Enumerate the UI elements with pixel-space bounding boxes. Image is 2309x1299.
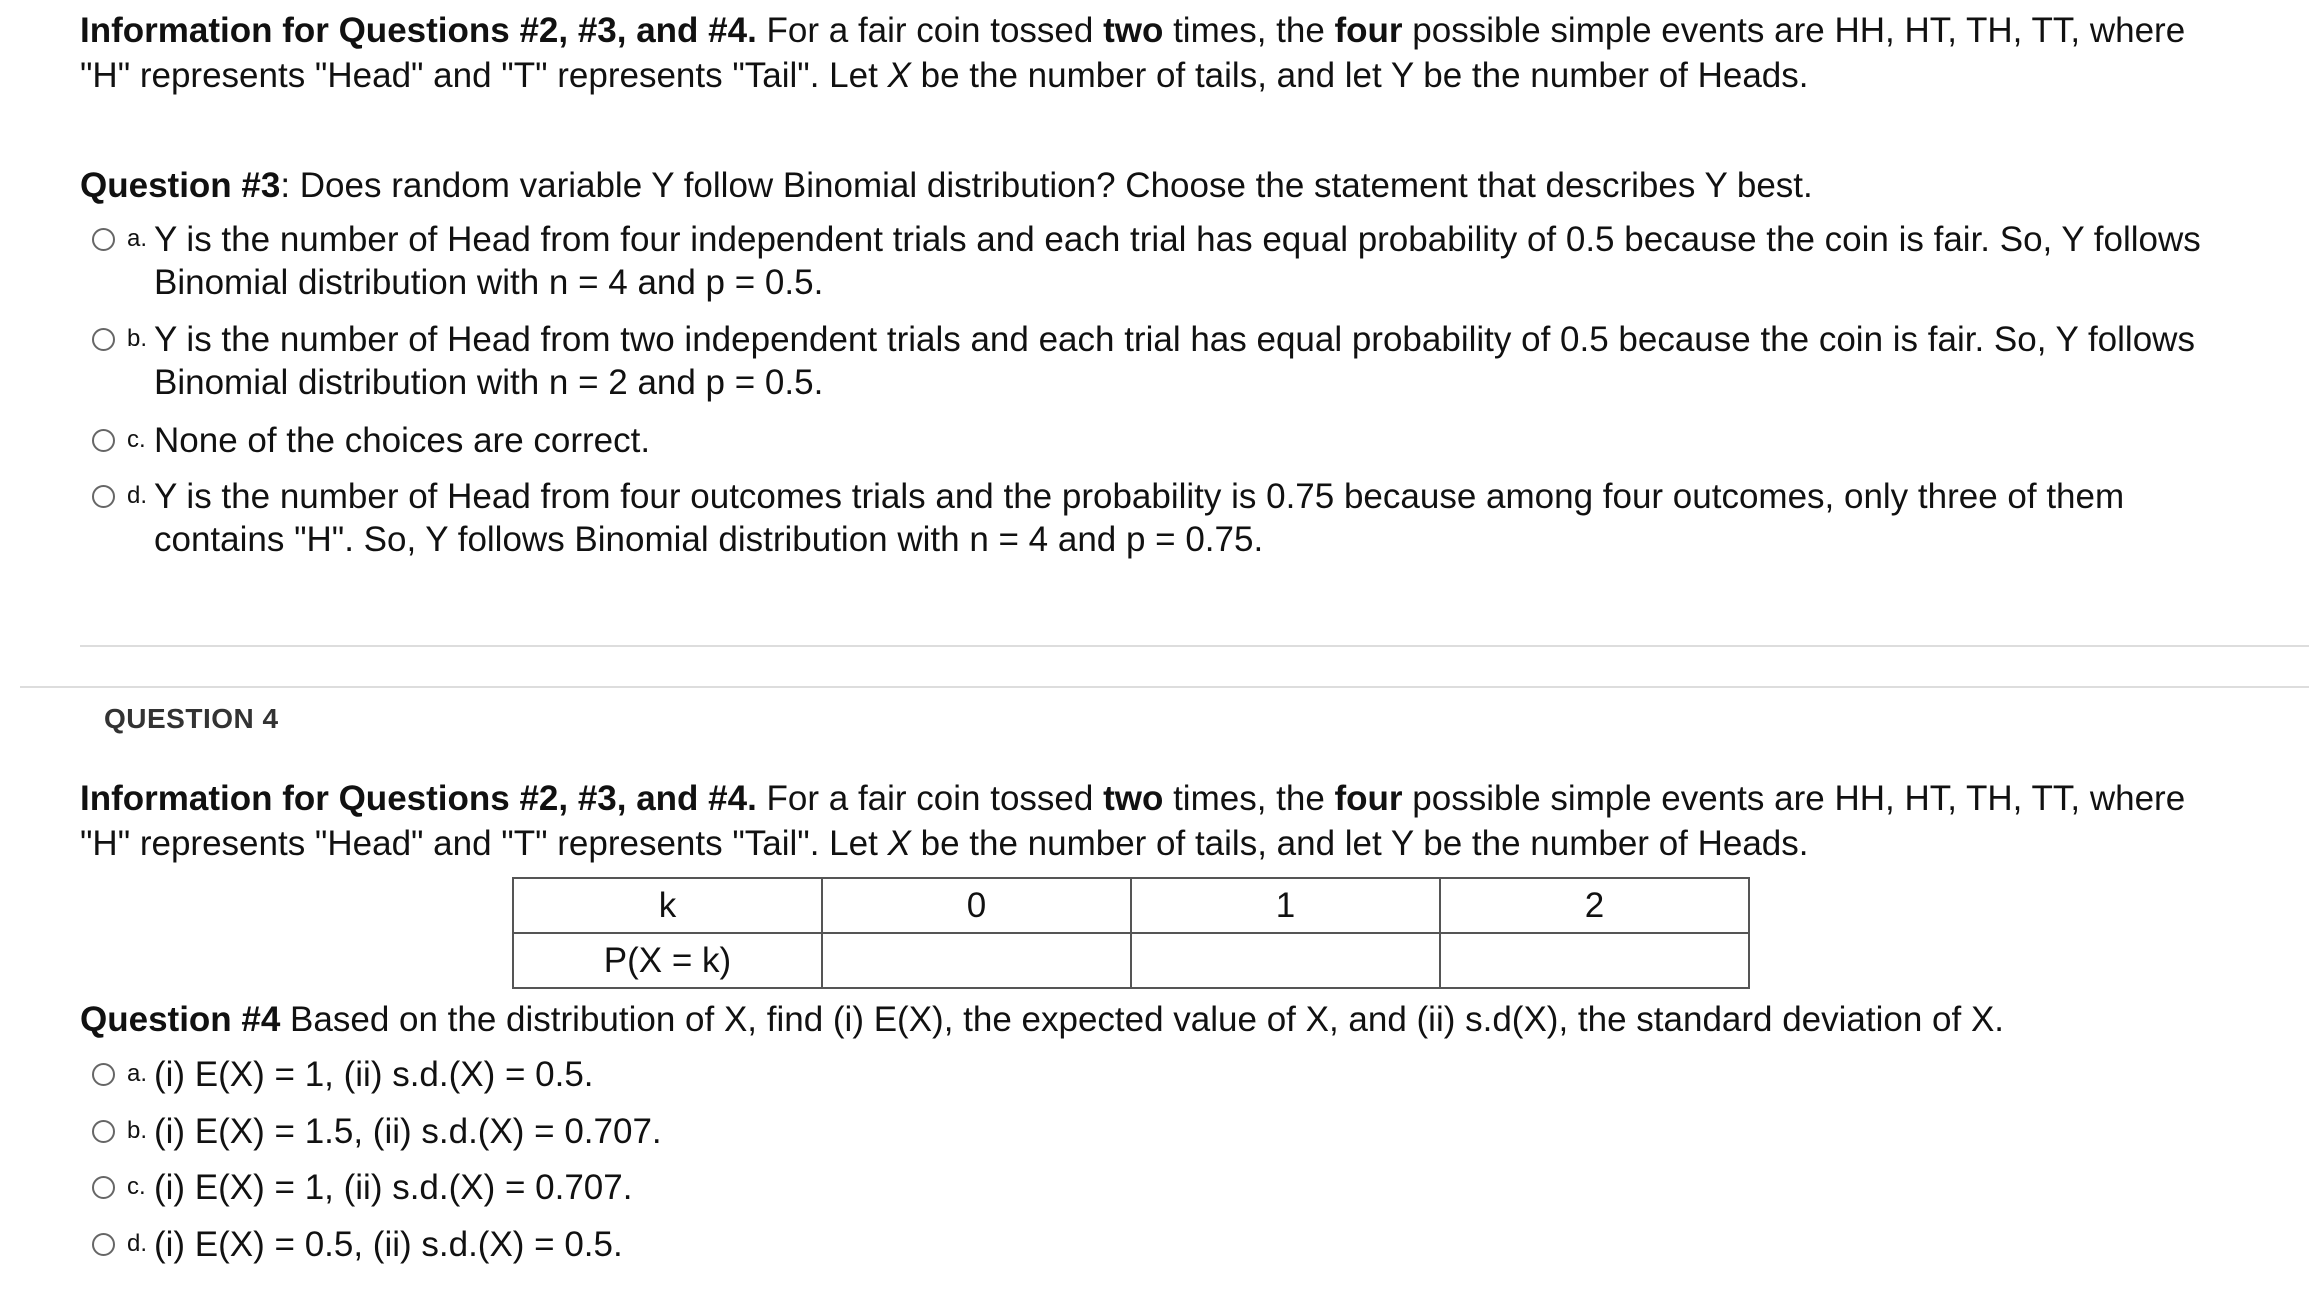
q4-info-var-x: X [887,824,911,863]
q3-option-b-radio[interactable] [92,328,115,351]
table-cell: P(X = k) [513,933,822,988]
q4-option-c[interactable] [90,1166,2230,1211]
info-var-x: X [887,56,911,95]
q3-option-a[interactable] [90,218,2230,308]
q4-option-d-text: (i) E(X) = 0.5, (ii) s.d.(X) = 0.5. [154,1225,623,1264]
q4-option-d-letter: d. [127,1230,148,1257]
q4-option-b-radio[interactable] [92,1120,115,1143]
q3-option-a-letter: a. [127,225,148,252]
q3-option-a-text: Y is the number of Head from four independent trials and each trial has equal probability of 0.5 because the coin is fair. So, Y follows Binomial distribution with n = 4 and p = 0.5. [154,220,2201,302]
q4-option-c-text: (i) E(X) = 1, (ii) s.d.(X) = 0.707. [154,1168,633,1207]
q4-info-text-3: possible simple events are HH, HT, TH, TT, where "H" represents "Head" and "T" represents "Tail". Let [80,779,2186,863]
table-cell: k [513,878,822,933]
info-text-1: For a fair coin tossed [756,11,1104,50]
q3-option-c-text: None of the choices are correct. [154,421,651,460]
info-bold-four: four [1334,11,1403,50]
q3-option-b[interactable] [90,318,2230,408]
table-cell [1131,933,1440,988]
question-end-divider [80,645,2309,647]
q3-label: Question #3 [80,166,281,205]
table-row-k [513,878,1749,933]
q4-option-b[interactable] [90,1110,2230,1155]
table-cell [1440,933,1749,988]
q4-prompt [80,997,2260,1042]
q4-info-text-2: times, the [1163,779,1335,818]
table-cell [822,933,1131,988]
q4-prompt-text: Based on the distribution of X, find (i) E(X), the expected value of X, and (ii) s.d(X), the standard deviation of X. [280,1000,2005,1039]
q4-option-c-radio[interactable] [92,1176,115,1199]
question-separator [20,686,2309,688]
table-cell: 1 [1131,878,1440,933]
info-text-4: be the number of tails, and let Y be the number of Heads. [910,56,1809,95]
q3-option-c-radio[interactable] [92,429,115,452]
q4-option-a-radio[interactable] [92,1063,115,1086]
q3-option-b-text: Y is the number of Head from two independent trials and each trial has equal probability of 0.5 because the coin is fair. So, Y follows Binomial distribution with n = 2 and p = 0.5. [154,320,2195,402]
q4-option-d[interactable] [90,1223,2230,1268]
q4-option-c-letter: c. [127,1173,146,1200]
q4-option-d-radio[interactable] [92,1233,115,1256]
q4-option-a-letter: a. [127,1060,148,1087]
q3-option-c[interactable] [90,419,2230,464]
q4-info-bold-two: two [1103,779,1164,818]
q4-label: Question #4 [80,1000,281,1039]
q4-option-b-text: (i) E(X) = 1.5, (ii) s.d.(X) = 0.707. [154,1112,662,1151]
table-cell: 2 [1440,878,1749,933]
q3-option-d-text: Y is the number of Head from four outcomes trials and the probability is 0.75 because among four outcomes, only three of them contains "H". So, Y follows Binomial distribution with n = 4 and p = 0.75. [154,477,2125,559]
q4-info-bold-four: four [1334,779,1403,818]
q3-option-d-letter: d. [127,482,148,509]
info-bold-lead: Information for Questions #2, #3, and #4. [80,11,757,50]
table-row-prob [513,933,1749,988]
q4-info-text-4: be the number of tails, and let Y be the number of Heads. [910,824,1809,863]
q3-option-c-letter: c. [127,426,146,453]
info-text-3: possible simple events are HH, HT, TH, TT, where "H" represents "Head" and "T" represents "Tail". Let [80,11,2186,95]
q4-option-b-letter: b. [127,1117,148,1144]
q3-option-d[interactable] [90,475,2230,565]
q4-info-text-1: For a fair coin tossed [756,779,1104,818]
question-4-header: QUESTION 4 [104,703,279,734]
info-bold-two: two [1103,11,1164,50]
q3-info-text [80,8,2230,98]
q4-option-a-text: (i) E(X) = 1, (ii) s.d.(X) = 0.5. [154,1055,594,1094]
q4-info-bold-lead: Information for Questions #2, #3, and #4. [80,779,757,818]
q3-option-a-radio[interactable] [92,228,115,251]
q4-info-text [80,776,2230,866]
q3-prompt-text: : Does random variable Y follow Binomial distribution? Choose the statement that describes Y best. [280,166,1813,205]
q4-option-a[interactable] [90,1053,2230,1098]
q3-option-b-letter: b. [127,325,148,352]
q3-option-d-radio[interactable] [92,485,115,508]
distribution-table [512,877,1750,989]
info-text-2: times, the [1163,11,1335,50]
q3-prompt [80,163,2260,208]
table-cell: 0 [822,878,1131,933]
